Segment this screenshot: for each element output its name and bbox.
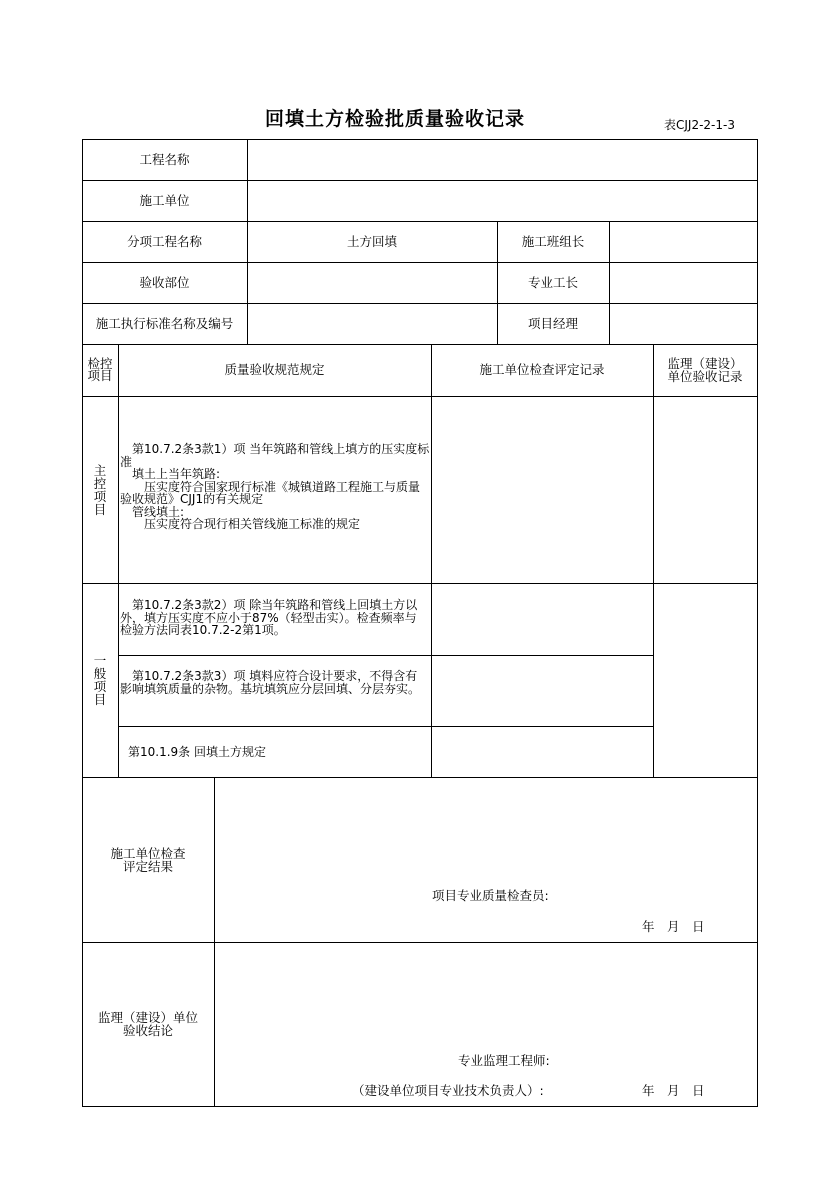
foreman-label: 专业工长	[527, 274, 578, 290]
column-construction-record: 施工单位检查评定记录	[479, 362, 605, 377]
sub-project-label: 分项工程名称	[126, 233, 202, 249]
general-label: 一 般 项 目	[93, 653, 107, 707]
project-name-value	[248, 140, 757, 180]
column-category: 检控 项目	[87, 356, 113, 383]
supervision-conclusion-label: 监理（建设）单位 验收结论	[97, 1010, 198, 1038]
standard-label: 施工执行标准名称及编号	[95, 315, 234, 331]
general-item: 第10.7.2条3款3）项 填料应符合设计要求，不得含有影响填筑质量的杂物。基坑填筑应分层回填、分层夯实。	[120, 669, 421, 696]
column-supervision-record: 监理（建设） 单位验收记录	[667, 356, 743, 384]
general-item: 第10.1.9条 回填土方规定	[128, 745, 266, 759]
team-leader-label: 施工班组长	[521, 233, 585, 249]
form-title: 回填土方检验批质量验收记录	[264, 108, 525, 130]
construction-result-label: 施工单位检查 评定结果	[110, 845, 186, 874]
acceptance-part-label: 验收部位	[139, 274, 190, 290]
sub-project-value: 土方回填	[346, 233, 397, 249]
supervision-date: 年 月 日	[642, 1083, 705, 1098]
supervision-engineer-signature: 专业监理工程师:	[458, 1053, 550, 1068]
construction-unit-label: 施工单位	[139, 192, 190, 208]
general-item: 第10.7.2条3款2）项 除当年筑路和管线上回填土方以外，填方压实度不应小于87%（轻型击实）。检查频率与检验方法同表10.7.2-2第1项。	[120, 598, 418, 637]
project-manager-label: 项目经理	[527, 315, 578, 331]
main-control-label: 主 控 项 目	[93, 462, 107, 517]
main-control-item: 第10.7.2条3款1）项 当年筑路和管线上填方的压实度标准 填土上当年筑路: 压实度符合国家现行标准《城镇道路工程施工与质量验收规范》CJJ1的有关规定 管线填土: 压实度符合现行相关管线施工标准的规定	[120, 442, 430, 531]
project-name-label: 工程名称	[139, 151, 190, 167]
owner-rep-signature: （建设单位项目专业技术负责人）:	[352, 1083, 544, 1098]
quality-inspector-signature: 项目专业质量检查员:	[432, 888, 549, 903]
construction-result-date: 年 月 日	[642, 919, 705, 934]
column-spec: 质量验收规范规定	[224, 362, 325, 377]
form-code: 表CJJ2-2-1-3	[664, 118, 735, 132]
